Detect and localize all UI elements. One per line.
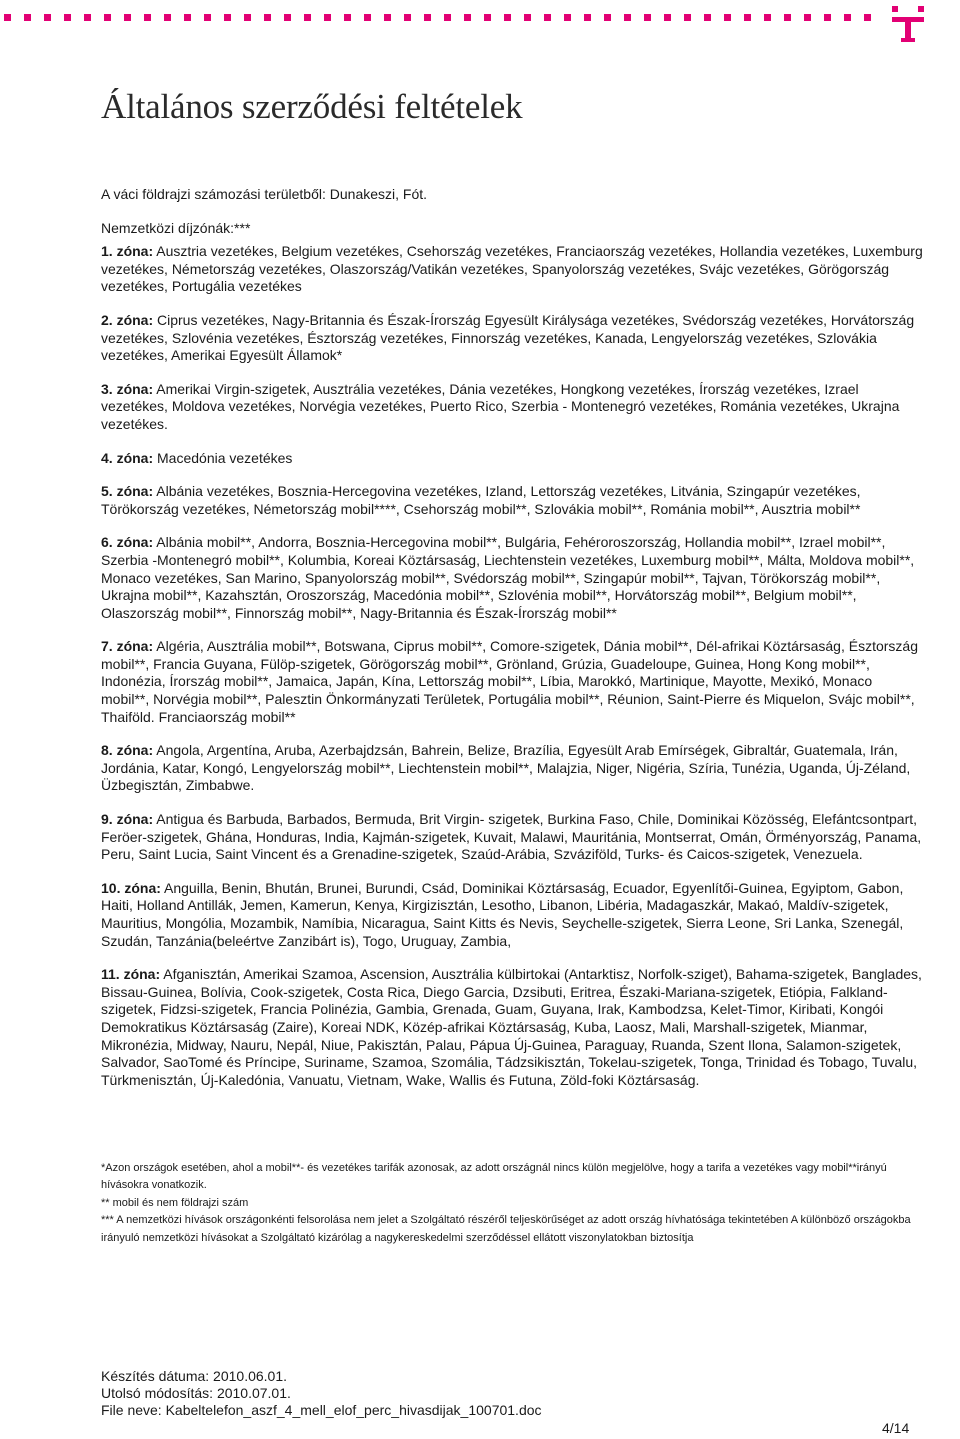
- brand-dot: [744, 14, 751, 21]
- footnote: *Azon országok esetében, ahol a mobil**- és vezetékes tarifák azonosak, az adott országnál nincs külön megjelölve, hogy a tarifa a vezetékes vagy mobil**irányú hívásokra vonatkozik.: [101, 1162, 887, 1192]
- zone-label: 6. zóna:: [101, 534, 154, 551]
- brand-dot: [784, 14, 791, 21]
- section-heading: Nemzetközi díjzónák:***: [101, 219, 251, 236]
- brand-dot: [24, 14, 31, 21]
- brand-dot: [724, 14, 731, 21]
- brand-dot: [364, 14, 371, 21]
- zone-paragraph: [101, 312, 923, 365]
- footnote: *** A nemzetközi hívások országonkénti felsorolása nem jelet a Szolgáltató részéről teljeskörűséget az adott ország hívhatósága tekintetében A különböző országokba irányuló nemzetközi hívásokat a Szolgáltató kizárólag a nagykereskedelmi szerződéssel ellátott viszonylatokban biztosítja: [101, 1214, 911, 1244]
- zone-paragraph: [101, 243, 923, 296]
- zone-label: 4. zóna:: [101, 449, 154, 466]
- zone-label: 9. zóna:: [101, 811, 154, 828]
- brand-dot: [344, 14, 351, 21]
- brand-dot: [304, 14, 311, 21]
- zone-paragraph: [101, 483, 923, 518]
- zone-paragraph: [101, 880, 923, 950]
- brand-dot: [404, 14, 411, 21]
- zone-countries: Albánia mobil**, Andorra, Bosznia-Hercegovina mobil**, Bulgária, Fehéroroszország, Hollandia mobil**, Izrael mobil**, Szerbia -Montenegró mobil**, Kolumbia, Koreai Köztársaság, Liechtenstein vezetékes, Luxemburg mobil**, Málta, Moldova mobil**, Monaco vezetékes, San Marino, Spanyolország mobil**, Svédország mobil**, Szingapúr mobil**, Tajvan, Törökország mobil**, Ukrajna mobil**, Kazahsztán, Oroszország, Macedónia mobil**, Szlovénia mobil**, Horvátország mobil**, Belgium mobil**, Olaszország mobil**, Finnország mobil**, Nagy-Britannia és Észak-Írország mobil**: [101, 534, 915, 621]
- brand-dot: [244, 14, 251, 21]
- modified-date: Utolsó módosítás: 2010.07.01.: [101, 1385, 291, 1401]
- zone-paragraph: [101, 638, 923, 726]
- brand-dot: [84, 14, 91, 21]
- zone-paragraph: [101, 450, 923, 468]
- document-footer: [101, 1368, 701, 1419]
- page-title: Általános szerződési feltételek: [101, 87, 523, 126]
- brand-dot: [284, 14, 291, 21]
- brand-dot: [464, 14, 471, 21]
- brand-dot-strip: [0, 14, 880, 28]
- zone-paragraph: [101, 966, 923, 1089]
- zone-label: 11. zóna:: [101, 966, 161, 983]
- brand-dot: [144, 14, 151, 21]
- zone-label: 7. zóna:: [101, 638, 154, 655]
- brand-dot: [44, 14, 51, 21]
- zone-label: 3. zóna:: [101, 380, 154, 397]
- zone-countries: Algéria, Ausztrália mobil**, Botswana, Ciprus mobil**, Comore-szigetek, Dánia mobil**, Dél-afrikai Köztársaság, Észtország mobil**, Francia Guyana, Fülöp-szigetek, Görögország mobil**, Grönland, Grúzia, Guadeloupe, Guinea, Hong Kong mobil**, Indonézia, Írország mobil**, Jamaica, Japán, Kína, Lettország mobil**, Líbia, Marokkó, Martinique, Mayotte, Mexikó, Monaco mobil**, Norvégia mobil**, Palesztin Önkormányzati Területek, Portugália mobil**, Réunion, Saint-Pierre és Miquelon, Svájc mobil**, Thaiföld. Franciaország mobil**: [101, 638, 918, 725]
- zone-countries: Afganisztán, Amerikai Szamoa, Ascension, Ausztrália külbirtokai (Antarktisz, Norfolk-sziget), Bahama-szigetek, Banglades, Bissau-Guinea, Bolívia, Cook-szigetek, Costa Rica, Diego Garcia, Dzsibuti, Eritrea, Északi-Mariana-szigetek, Etiópia, Falkland-szigetek, Fidzsi-szigetek, Francia Polinézia, Gambia, Grenada, Guam, Guyana, Irak, Kambodzsa, Kelet-Timor, Kiribati, Kongói Demokratikus Köztársaság (Zaire), Koreai NDK, Közép-afrikai Köztársaság, Kuba, Laosz, Mali, Marshall-szigetek, Mianmar, Mikronézia, Midway, Nauru, Nepál, Niue, Pakisztán, Palau, Pápua Új-Guinea, Paraguay, Ruanda, Szent Ilona, Salamon-szigetek, Salvador, SaoTomé és Príncipe, Suriname, Szamoa, Szomália, Tádzsikisztán, Tokelau-szigetek, Tonga, Trinidad és Tobago, Tuvalu, Türkmenisztán, Új-Kaledónia, Vanuatu, Vietnam, Wake, Wallis és Futuna, Zöld-foki Köztársaság.: [101, 966, 922, 1088]
- telekom-t-logo: [888, 4, 928, 44]
- zone-countries: Ausztria vezetékes, Belgium vezetékes, Csehország vezetékes, Franciaország vezetékes, Hollandia vezetékes, Luxemburg vezetékes, Németország vezetékes, Olaszország/Vatikán vezetékes, Spanyolország vezetékes, Svájc vezetékes, Görögország vezetékes, Portugália vezetékes: [101, 243, 923, 295]
- brand-dot: [824, 14, 831, 21]
- zone-paragraph: [101, 534, 923, 622]
- zone-label: 5. zóna:: [101, 483, 154, 500]
- brand-dot: [264, 14, 271, 21]
- zone-label: 1. zóna:: [101, 243, 154, 260]
- footnotes: [101, 1160, 931, 1247]
- footnote: ** mobil és nem földrajzi szám: [101, 1196, 249, 1209]
- zone-paragraph: [101, 742, 923, 795]
- brand-dot: [804, 14, 811, 21]
- file-name: File neve: Kabeltelefon_aszf_4_mell_elof_perc_hivasdijak_100701.doc: [101, 1402, 542, 1418]
- brand-dot: [224, 14, 231, 21]
- zone-label: 10. zóna:: [101, 879, 161, 896]
- brand-dot: [444, 14, 451, 21]
- brand-dot: [864, 14, 871, 21]
- zone-label: 8. zóna:: [101, 742, 154, 759]
- zone-label: 2. zóna:: [101, 311, 154, 328]
- zone-paragraph: [101, 811, 923, 864]
- brand-dot: [704, 14, 711, 21]
- brand-dot: [124, 14, 131, 21]
- created-date: Készítés dátuma: 2010.06.01.: [101, 1368, 288, 1384]
- zone-list: [101, 243, 923, 1089]
- zone-countries: Macedónia vezetékes: [153, 449, 293, 466]
- brand-dot: [764, 14, 771, 21]
- brand-dot: [164, 14, 171, 21]
- brand-dot: [564, 14, 571, 21]
- intro-text: A váci földrajzi számozási területből: Dunakeszi, Fót.: [101, 186, 428, 202]
- brand-dot: [644, 14, 651, 21]
- brand-dot: [624, 14, 631, 21]
- brand-dot: [684, 14, 691, 21]
- brand-dot: [484, 14, 491, 21]
- brand-dot: [184, 14, 191, 21]
- brand-dot: [104, 14, 111, 21]
- brand-dot: [204, 14, 211, 21]
- brand-dot: [844, 14, 851, 21]
- document-body: [101, 186, 923, 1105]
- brand-dot: [524, 14, 531, 21]
- brand-dot: [584, 14, 591, 21]
- zone-countries: Angola, Argentína, Aruba, Azerbajdzsán, Bahrein, Belize, Brazília, Egyesült Arab Emírségek, Gibraltár, Guatemala, Irán, Jordánia, Katar, Kongó, Lengyelország mobil**, Liechtenstein mobil**, Malajzia, Niger, Nigéria, Szíria, Tunézia, Uganda, Új-Zéland, Üzbegisztán, Zimbabwe.: [101, 742, 911, 794]
- zone-countries: Amerikai Virgin-szigetek, Ausztrália vezetékes, Dánia vezetékes, Hongkong vezetékes, Írország vezetékes, Izrael vezetékes, Moldova vezetékes, Norvégia vezetékes, Puerto Rico, Szerbia - Montenegró vezetékes, Románia vezetékes, Ukrajna vezetékes.: [101, 380, 900, 432]
- brand-dot: [64, 14, 71, 21]
- zone-countries: Ciprus vezetékes, Nagy-Britannia és Észak-Írország Egyesült Királysága vezetékes, Svédország vezetékes, Horvátország vezetékes, Szlovénia vezetékes, Észtország vezetékes, Finnország vezetékes, Kanada, Lengyelország vezetékes, Szlovákia vezetékes, Amerikai Egyesült Államok*: [101, 311, 915, 364]
- brand-dot: [504, 14, 511, 21]
- zone-countries: Anguilla, Benin, Bhután, Brunei, Burundi, Csád, Dominikai Köztársaság, Ecuador, Egyenlítői-Guinea, Egyiptom, Gabon, Haiti, Holland Antillák, Jemen, Kamerun, Kenya, Kirgizisztán, Lesotho, Libanon, Libéria, Madagaszkár, Makaó, Maldív-szigetek, Mauritius, Mongólia, Mozambik, Namíbia, Nicaragua, Saint Kitts és Nevis, Seychelle-szigetek, Sierra Leone, Sri Lanka, Szenegál, Szudán, Tanzánia(beleértve Zanzibárt is), Togo, Uruguay, Zambia,: [101, 879, 904, 949]
- brand-dot: [424, 14, 431, 21]
- brand-dot: [604, 14, 611, 21]
- brand-dot: [4, 14, 11, 21]
- zone-countries: Albánia vezetékes, Bosznia-Hercegovina vezetékes, Izland, Lettország vezetékes, Litvánia, Szingapúr vezetékes, Törökország vezetékes, Németország mobil****, Csehország mobil**, Szlovákia mobil**, Románia mobil**, Ausztria mobil**: [101, 483, 861, 517]
- brand-dot: [664, 14, 671, 21]
- zone-paragraph: [101, 381, 923, 434]
- page-number: 4/14: [882, 1420, 910, 1436]
- brand-dot: [384, 14, 391, 21]
- zone-countries: Antigua és Barbuda, Barbados, Bermuda, Brit Virgin- szigetek, Burkina Faso, Chile, Dominikai Közösség, Elefántcsontpart, Feröer-szigetek, Ghána, Honduras, India, Kajmán-szigetek, Kuvait, Malawi, Mauritánia, Montserrat, Omán, Örményország, Panama, Peru, Saint Lucia, Saint Vincent és a Grenadine-szigetek, Szaúd-Arábia, Szváziföld, Turks- és Caicos-szigetek, Venezuela.: [101, 811, 922, 863]
- brand-dot: [324, 14, 331, 21]
- brand-dot: [544, 14, 551, 21]
